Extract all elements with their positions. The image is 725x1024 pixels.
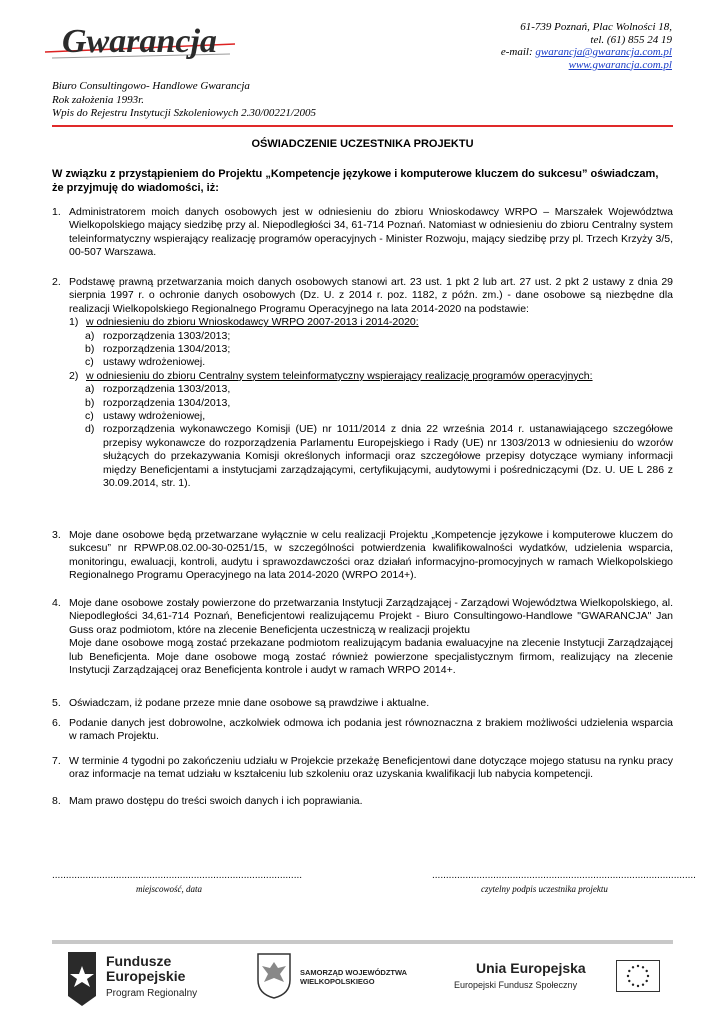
- ue-line1: Unia Europejska: [476, 960, 586, 976]
- email-label: e-mail:: [500, 46, 536, 58]
- company-registry: Wpis do Rejestru Instytucji Szkoleniowych 2.30/00221/2005: [52, 107, 316, 119]
- basis-sublist: [69, 330, 673, 370]
- item-text: W terminie 4 tygodni po zakończeniu udziału w Projekcie przekażę Beneficjentowi dane dotyczące mojego statusu na rynku pracy oraz informacje na temat udziału w kształceniu lub szkoleniu oraz uzyskania kwalifikacji lub nabycia kompetencji.: [69, 755, 673, 781]
- item-text: ustawy wdrożeniowej.: [103, 356, 206, 369]
- list-item: [52, 697, 673, 710]
- list-item: [85, 423, 673, 490]
- fe-line3: Program Regionalny: [106, 988, 198, 999]
- letter: c): [85, 410, 94, 423]
- item-number: 7.: [52, 755, 61, 767]
- item-number: 8.: [52, 795, 61, 807]
- basis-number: 2): [69, 369, 79, 382]
- item-text-continued: Moje dane osobowe mogą zostać przekazane podmiotom realizującym badania ewaluacyjne na zlecenie Instytucji Zarządzającej lub Beneficjenta. Moje dane osobowe mogą zostać również powierzone specjalistycznym firmom, realizujący na zlecenie Instytucji Zarządzającej oraz Beneficjenta kontrole i audyt w ramach WRPO 2014+.: [69, 637, 673, 677]
- basis-number: 1): [69, 316, 79, 329]
- gwarancja-logo: [40, 14, 240, 70]
- item-text: rozporządzenia 1303/2013;: [103, 329, 231, 342]
- fe-line1: Fundusze: [106, 953, 172, 969]
- basis-title: w odniesieniu do zbioru Wnioskodawcy WRPO 2007-2013 i 2014-2020:: [86, 316, 419, 329]
- document-intro: W związku z przystąpieniem do Projektu „Kompetencje językowe i komputerowe kluczem do sukcesu” oświadczam, że przyjmuję do wiadomości, iż:: [52, 168, 659, 194]
- place-date-caption: miejscowość, data: [136, 884, 202, 894]
- letter: b): [85, 396, 95, 409]
- item-text: rozporządzenia 1304/2013,: [103, 396, 231, 409]
- item-text: Moje dane osobowe będą przetwarzane wyłącznie w celu realizacji Projektu „Kompetencje językowe i komputerowe kluczem do sukcesu” nr RPWP.08.02.00-30-0251/15, w szczególności potwierdzenia kwalifikowalności wydatków, udzielenia wsparcia, monitoringu, ewaluacji, kontroli, audytu i sprawozdawczości oraz działań informacyjno-promocyjnych w ramach Wielkopolskiego Regionalnego Programu Operacyjnego na lata 2014-2020 (WRPO 2014+).: [69, 529, 673, 582]
- basis-group: [69, 370, 673, 383]
- email-line: [501, 46, 672, 59]
- list-item: [85, 330, 673, 343]
- basis-title: w odniesieniu do zbioru Centralny system teleinformatyczny wspierający realizację programów operacyjnych:: [86, 369, 593, 382]
- basis-sublist: [69, 383, 673, 490]
- email-link[interactable]: gwarancja@gwarancja.com.pl: [535, 46, 672, 58]
- signature-line[interactable]: ...............................................................................................: [432, 870, 696, 881]
- company-year: Rok założenia 1993r.: [52, 93, 144, 106]
- list-item: [85, 383, 673, 396]
- list-item: [52, 755, 673, 782]
- ue-line2: Europejski Fundusz Społeczny: [454, 980, 578, 990]
- list-item: [52, 795, 673, 808]
- list-item: [52, 206, 673, 260]
- signature-caption: czytelny podpis uczestnika projektu: [481, 884, 608, 894]
- samorzad-logo: [256, 952, 436, 1008]
- letter: a): [85, 383, 95, 396]
- list-item: [52, 276, 673, 491]
- item-text: Moje dane osobowe zostały powierzone do przetwarzania Instytucji Zarządzającej - Zarządowi Województwa Wielkopolskiego, al. Niepodległości 34,61-714 Poznań, Beneficjentowi realizującemu Projekt - Biuro Consultingowo-Handlowe "GWARANCJA" Jan Guss oraz podmiotom, które na zlecenie Beneficjenta uczestniczą w realizacji projektu: [69, 597, 673, 636]
- eu-flag-icon: [616, 960, 660, 992]
- phone: tel. (61) 855 24 19: [590, 33, 672, 46]
- list-item: [85, 410, 673, 423]
- item-number: 6.: [52, 717, 61, 729]
- item-text: rozporządzenia 1304/2013;: [103, 343, 231, 356]
- contact-block: [501, 21, 672, 71]
- item-text: Podstawę prawną przetwarzania moich danych osobowych stanowi art. 23 ust. 1 pkt 2 lub art. 27 ust. 2 pkt 2 ustawy z dnia 29 sierpnia 1997 r. o ochronie danych osobowych (Dz. U. z 2014 r. poz. 1182, z późn. zm.) - dane osobowe są niezbędne dla realizacji Wielkopolskiego Regionalnego Programu Operacyjnego na lata 2014-2020 na podstawie:: [69, 276, 673, 315]
- eagle-crest-icon: [256, 952, 292, 1000]
- basis-list: [69, 316, 673, 490]
- list-item: [52, 529, 673, 583]
- item-text: rozporządzenia 1303/2013,: [103, 383, 231, 396]
- list-item: [85, 356, 673, 369]
- letter: a): [85, 329, 95, 342]
- header-divider: [52, 125, 673, 127]
- item-text: ustawy wdrożeniowej,: [103, 410, 206, 423]
- fe-line2: Europejskie: [106, 968, 186, 984]
- item-text: Podanie danych jest dobrowolne, aczkolwiek odmowa ich podania jest równoznaczna z brakiem możliwości udzielenia wsparcia w ramach Projektu.: [69, 717, 673, 743]
- item-text: Oświadczam, iż podane przeze mnie dane osobowe są prawdziwe i aktualne.: [69, 697, 430, 709]
- list-item: [85, 343, 673, 356]
- item-number: 3.: [52, 529, 61, 541]
- document-title: OŚWIADCZENIE UCZESTNIKA PROJEKTU: [251, 138, 474, 150]
- logo-text: Gwarancja: [62, 23, 217, 60]
- samorzad-line2: WIELKOPOLSKIEGO: [300, 977, 375, 986]
- footer-divider: [52, 940, 673, 944]
- unia-europejska-logo: [454, 958, 664, 1008]
- item-number: 2.: [52, 276, 61, 288]
- place-date-line[interactable]: ..........................................................................................: [52, 870, 303, 881]
- basis-group: [69, 316, 673, 329]
- item-text: rozporządzenia wykonawczego Komisji (UE) nr 1011/2014 z dnia 22 września 2014 r. ustanawiającego szczegółowe przepisy wykonawcze do rozporządzenia Parlamentu Europejskiego i Rady (UE) nr 1303/2013 w odniesieniu do wzorów służących do przekazywania Komisji określonych informacji oraz szczegółowe przepisy dotyczące wymiany informacji między Beneficjentami a instytucjami zarządzającymi, certyfikującymi, audytowymi i pośredniczącymi (Dz. U. UE L 286 z 30.09.2014, str. 1).: [103, 423, 673, 490]
- letter: d): [85, 423, 95, 436]
- fe-star-icon: [64, 952, 100, 1006]
- list-item: [52, 717, 673, 744]
- item-number: 5.: [52, 697, 61, 709]
- company-name: Biuro Consultingowo- Handlowe Gwarancja: [52, 80, 250, 92]
- item-number: 4.: [52, 597, 61, 609]
- list-item: [52, 597, 673, 677]
- item-text: Administratorem moich danych osobowych jest w odniesieniu do zbioru Wnioskodawcy WRPO – Marszałek Województwa Wielkopolskiego mający siedzibę przy al. Niepodległości 34, 61-714 Poznań. Natomiast w odniesieniu do zbioru Centralny system teleinformatyczny wspierający realizację programów operacyjnych - Minister Rozwoju, mający siedzibę przy pl. Trzech Krzyży 3/5, 00-507 Warszawa.: [69, 206, 673, 259]
- item-text: Mam prawo dostępu do treści swoich danych i ich poprawiania.: [69, 795, 363, 807]
- website-link[interactable]: www.gwarancja.com.pl: [568, 58, 672, 71]
- company-info: [52, 80, 316, 121]
- letter: b): [85, 343, 95, 356]
- samorzad-line1: SAMORZĄD WOJEWÓDZTWA: [300, 968, 408, 977]
- address: 61-739 Poznań, Plac Wolności 18,: [520, 21, 672, 33]
- letter: c): [85, 356, 94, 369]
- item-number: 1.: [52, 206, 61, 218]
- fundusze-europejskie-logo: [64, 950, 224, 1010]
- list-item: [85, 397, 673, 410]
